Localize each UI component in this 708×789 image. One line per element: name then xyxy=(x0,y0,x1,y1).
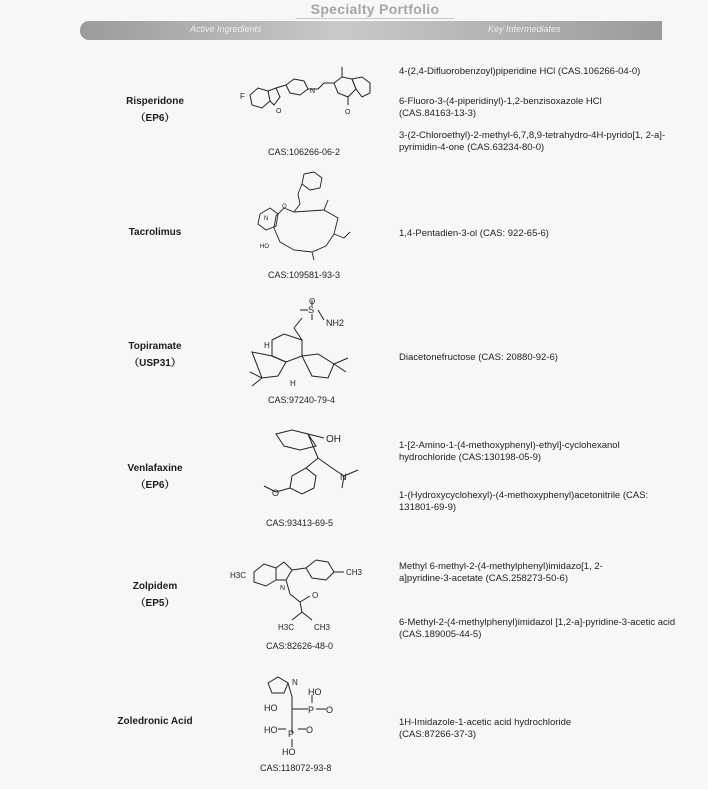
drug-name-block xyxy=(90,93,220,127)
methyl-label: H3C xyxy=(278,623,295,632)
intermediate-item: Diacetonefructose (CAS: 20880-92-6) xyxy=(399,352,558,363)
intermediates-list xyxy=(399,440,699,514)
phosphorus-label: P xyxy=(308,705,315,715)
sulfonyl-oxygen-label: O xyxy=(309,297,316,306)
sulfur-label: S xyxy=(308,305,315,315)
topiramate-structure xyxy=(232,296,372,392)
drug-name-block xyxy=(90,224,220,241)
intermediates-list xyxy=(399,66,699,154)
drug-grade: （USP31） xyxy=(129,358,181,369)
zolpidem-structure xyxy=(230,550,386,638)
drug-grade: （EP5） xyxy=(135,598,175,609)
intermediate-item: Methyl 6-methyl-2-(4-methylphenyl)imidazo[1, 2-a]pyridine-3-acetate (CAS.258273-50-6) xyxy=(399,561,603,584)
hydroxyl-label: HO xyxy=(264,725,278,735)
intermediates-list xyxy=(399,717,699,741)
key-intermediates-header: Key Intermediates xyxy=(488,24,561,34)
hydroxyl-label: HO xyxy=(308,687,322,697)
intermediate-item: 6-Fluoro-3-(4-piperidinyl)-1,2-benzisoxazole HCl (CAS.84163-13-3) xyxy=(399,96,602,119)
hydrogen-label: H xyxy=(290,379,296,388)
cas-number: CAS:106266-06-2 xyxy=(268,147,341,157)
active-ingredients-header: Active Ingredients xyxy=(190,24,262,34)
drug-name: Topiramate xyxy=(128,341,182,352)
phosphorus-label: P xyxy=(288,729,295,739)
drug-name-block xyxy=(90,578,220,612)
intermediate-item: 1-(Hydroxycyclohexyl)-(4-methoxyphenyl)acetonitrile (CAS: 131801-69-9) xyxy=(399,490,649,513)
carbonyl-oxygen-label: O xyxy=(345,109,351,116)
hydroxyl-label: HO xyxy=(260,244,269,250)
intermediates-list xyxy=(399,561,699,641)
drug-name: Zoledronic Acid xyxy=(117,716,193,727)
intermediates-list xyxy=(399,352,699,364)
intermediate-item: 1H-Imidazole-1-acetic acid hydrochloride (CAS:87266-37-3) xyxy=(399,717,572,740)
drug-name-block xyxy=(90,338,220,372)
intermediates-list xyxy=(399,228,699,240)
drug-name: Tacrolimus xyxy=(128,227,182,238)
drug-name-block xyxy=(90,460,220,494)
hydrogen-label: H xyxy=(264,341,270,350)
intermediate-item: 6-Methyl-2-(4-methylphenyl)imidazol [1,2-a]-pyridine-3-acetic acid (CAS.189005-44-5) xyxy=(399,617,676,640)
page-title: Specialty Portfolio xyxy=(310,1,440,17)
zoledronic-acid-structure xyxy=(262,673,362,761)
amine-label: NH2 xyxy=(326,318,345,328)
methoxy-oxygen-label: O xyxy=(272,488,280,498)
cas-number: CAS:97240-79-4 xyxy=(268,395,336,405)
nitrogen-label: N xyxy=(280,585,286,592)
tacrolimus-structure xyxy=(254,168,354,264)
drug-name: Zolpidem xyxy=(132,581,178,592)
methyl-label: CH3 xyxy=(314,623,331,632)
hydroxyl-label: HO xyxy=(264,703,278,713)
drug-grade: （EP6） xyxy=(135,480,175,491)
title-underline xyxy=(296,18,454,19)
intermediate-item: 1-[2-Amino-1-(4-methoxyphenyl)-ethyl]-cyclohexanol hydrochloride (CAS:130198-05-9) xyxy=(399,440,620,463)
drug-grade: （EP6） xyxy=(135,113,175,124)
intermediate-item: 4-(2,4-Difluorobenzoyl)piperidine HCl (CAS.106266-04-0) xyxy=(399,66,641,77)
oxygen-label: O xyxy=(276,108,282,115)
hydroxyl-label: OH xyxy=(326,434,341,445)
cas-number: CAS:82626-48-0 xyxy=(266,641,334,651)
cas-number: CAS:93413-69-5 xyxy=(266,518,334,528)
fluoro-label: F xyxy=(240,92,245,101)
nitrogen-label: N xyxy=(264,216,269,222)
methyl-label: CH3 xyxy=(346,568,363,577)
phosphoryl-oxygen-label: O xyxy=(326,705,334,715)
drug-name: Risperidone xyxy=(126,96,184,107)
hydroxyl-label: HO xyxy=(282,747,296,757)
nitrogen-label: N xyxy=(310,88,316,95)
cas-number: CAS:118072-93-8 xyxy=(260,763,332,773)
intermediate-item: 3-(2-Chloroethyl)-2-methyl-6,7,8,9-tetrahydro-4H-pyrido[1, 2-a]-pyrimidin-4-one (CAS.63234-80-0) xyxy=(399,130,666,153)
oxygen-label: O xyxy=(282,204,287,210)
drug-name: Venlafaxine xyxy=(127,463,183,474)
drug-name-block xyxy=(90,713,220,730)
carbonyl-oxygen-label: O xyxy=(312,591,319,600)
nitrogen-label: N xyxy=(340,472,347,482)
phosphoryl-oxygen-label: O xyxy=(306,725,314,735)
cas-number: CAS:109581-93-3 xyxy=(268,270,341,280)
nitrogen-label: N xyxy=(292,678,298,687)
venlafaxine-structure xyxy=(236,424,386,514)
methyl-label: H3C xyxy=(230,571,247,580)
column-header-bar xyxy=(80,21,662,40)
risperidone-structure xyxy=(238,55,398,125)
intermediate-item: 1,4-Pentadien-3-ol (CAS: 922-65-6) xyxy=(399,228,549,239)
